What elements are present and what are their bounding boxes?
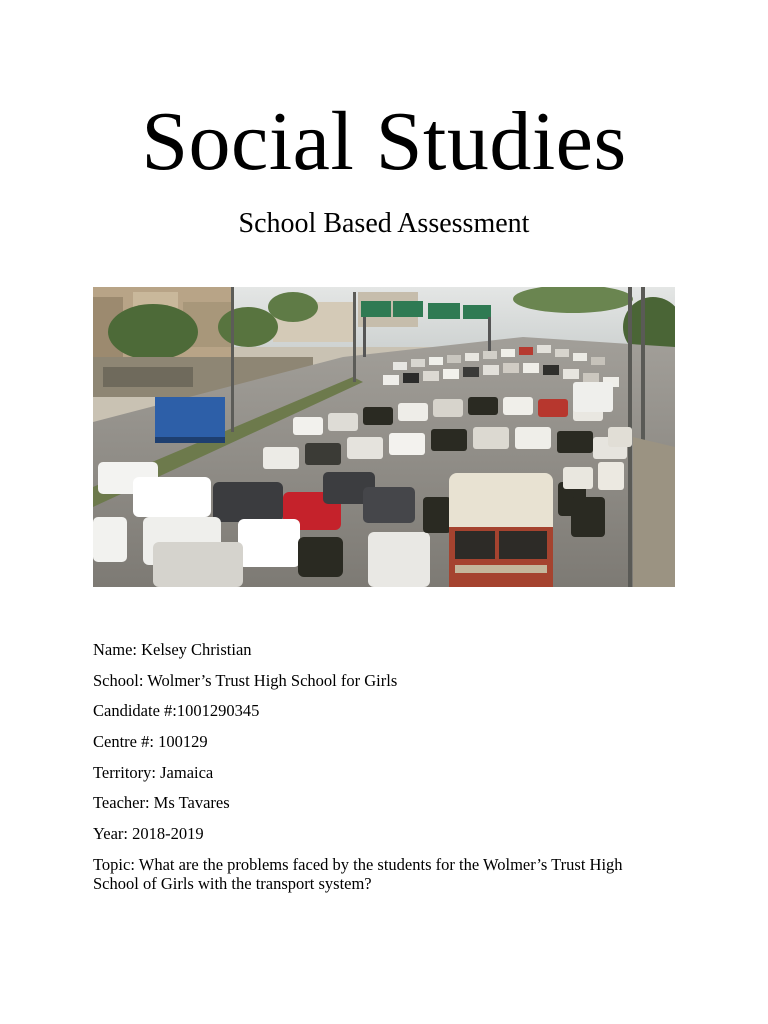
traffic-jam-photo	[93, 287, 675, 587]
road-sign	[393, 301, 423, 317]
trees-left	[108, 304, 198, 360]
academic-year: Year: 2018-2019	[93, 824, 204, 844]
school-name: School: Wolmer’s Trust High School for Girls	[93, 670, 398, 690]
centre-number: Centre #: 100129	[93, 732, 208, 752]
candidate-number: Candidate #:1001290345	[93, 701, 260, 721]
student-info	[93, 640, 683, 893]
traffic-photo-illustration	[93, 287, 675, 587]
student-name: Name: Kelsey Christian	[93, 640, 252, 659]
blue-truck	[155, 397, 225, 442]
city-bus	[449, 473, 553, 587]
document-title: Social Studies	[141, 95, 627, 188]
road-sign	[428, 303, 460, 319]
road-sign	[463, 305, 491, 319]
territory: Territory: Jamaica	[93, 762, 214, 782]
teacher-name: Teacher: Ms Tavares	[93, 793, 230, 813]
research-topic: Topic: What are the problems faced by the students for the Wolmer’s Trust High School of Girls with the transport system?	[93, 854, 623, 893]
road-sign	[361, 301, 391, 317]
document-subtitle: School Based Assessment	[238, 208, 530, 239]
